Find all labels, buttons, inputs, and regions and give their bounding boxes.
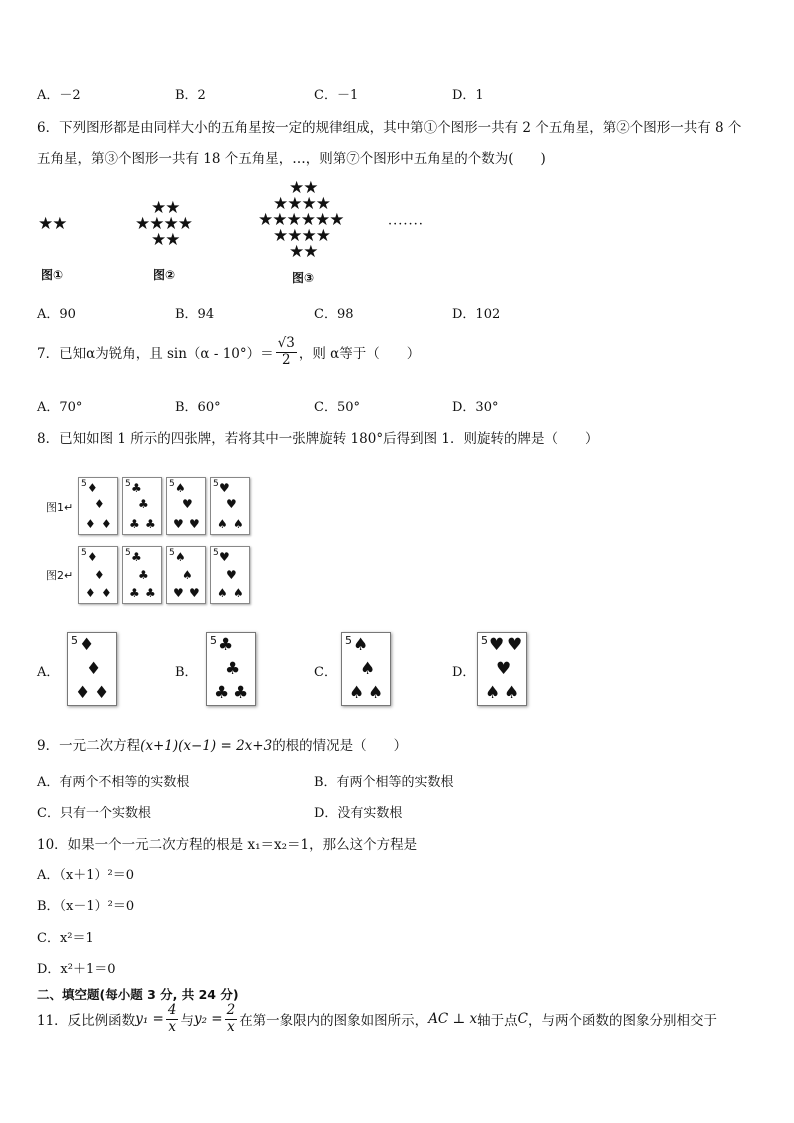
q7-numerator: √3 (277, 335, 295, 351)
card-rank: 5 (81, 548, 87, 558)
q11-fraction-2 (225, 1004, 238, 1034)
star-icon: ★ (303, 242, 318, 262)
q8-fig1-label: 图1↵ (46, 501, 74, 514)
fig1-star-row (38, 216, 67, 233)
card-rank: 5 (81, 479, 87, 489)
section-title: 二、填空题(每小题 3 分, 共 24 分) (37, 987, 239, 1002)
star-icon: ★ (315, 226, 330, 246)
heart-icon: ♥ (489, 635, 505, 655)
spade-icon: ♠ (349, 683, 365, 703)
fig1-card-spade (166, 477, 206, 535)
q11-numerator-1: 4 (167, 1002, 177, 1018)
star-icon: ★ (258, 210, 273, 230)
q5-option-a: A．－2 (37, 88, 81, 103)
heart-icon: ♥ (182, 497, 193, 511)
q11-denominator-1: x (168, 1018, 176, 1035)
spade-icon: ♠ (175, 481, 186, 495)
diamond-icon: ♦ (75, 683, 91, 703)
heart-icon: ♥ (507, 635, 523, 655)
star-icon: ★ (149, 214, 164, 234)
spade-icon: ♠ (504, 683, 520, 703)
q11-denominator-2: x (227, 1018, 235, 1035)
fig2-card-heart (210, 546, 250, 604)
diamond-icon: ♦ (101, 517, 112, 531)
heart-icon: ♥ (226, 568, 237, 582)
diamond-icon: ♦ (87, 550, 98, 564)
star-icon: ★ (303, 178, 318, 198)
heart-icon: ♥ (219, 481, 230, 495)
star-icon: ★ (272, 210, 287, 230)
q7-option-c: C．50° (314, 400, 360, 415)
q7-text-pre: 7．已知α为锐角，且 sin（α - 10°）＝ (37, 346, 274, 362)
club-icon: ♣ (218, 635, 234, 655)
star-icon: ★ (301, 194, 316, 214)
q11-fraction-1 (166, 1004, 179, 1034)
q5-option-b: B．2 (175, 88, 206, 103)
fig2-card-diamond (78, 546, 118, 604)
q6-question-line2: 五角星，第③个图形一共有 18 个五角星，…，则第⑦个图形中五角星的个数为( ) (37, 151, 546, 167)
q5-option-c: C．－1 (314, 88, 359, 103)
card-rank: 5 (345, 634, 352, 647)
q8-option-b: B． (175, 665, 198, 680)
card-rank: 5 (125, 548, 131, 558)
club-icon: ♣ (138, 568, 149, 582)
star-icon: ★ (300, 210, 315, 230)
star-icon: ★ (287, 194, 302, 214)
club-icon: ♣ (225, 659, 241, 679)
q7-text-post: ，则 α等于（ ） (298, 346, 421, 362)
star-icon: ★ (289, 178, 304, 198)
q11-text-post: 在第一象限内的图象如图所示， (239, 1013, 429, 1029)
star-icon: ★ (177, 214, 192, 234)
star-icon: ★ (289, 242, 304, 262)
q9-text-post: 的根的情况是（ ） (272, 738, 408, 754)
q6-option-c: C．98 (314, 307, 354, 322)
star-icon: ★ (165, 230, 180, 250)
club-icon: ♣ (131, 481, 142, 495)
star-icon: ★ (165, 198, 180, 218)
star-icon: ★ (163, 214, 178, 234)
fig2-star-row (151, 232, 180, 249)
spade-icon: ♠ (217, 586, 228, 600)
q8-option-d: D． (452, 665, 476, 680)
diamond-icon: ♦ (85, 586, 96, 600)
heart-icon: ♥ (226, 497, 237, 511)
fig2-card-spade (166, 546, 206, 604)
card-rank: 5 (213, 479, 219, 489)
card-rank: 5 (210, 634, 217, 647)
star-icon: ★ (273, 226, 288, 246)
heart-icon: ♥ (219, 550, 230, 564)
q11-text-pre: 11．反比例函数 (37, 1013, 136, 1029)
q8-question: 8．已知如图 1 所示的四张牌，若将其中一张牌旋转 180°后得到图 1．则旋转的牌是（ ） (37, 431, 599, 447)
spade-icon: ♠ (353, 635, 369, 655)
q10-option-c: C．x²＝1 (37, 931, 94, 946)
fig1-card-club (122, 477, 162, 535)
diamond-icon: ♦ (94, 568, 105, 582)
q9-question (37, 734, 407, 754)
spade-icon: ♠ (182, 568, 193, 582)
diamond-icon: ♦ (94, 497, 105, 511)
q11-text-mid: 与 (180, 1013, 194, 1029)
heart-icon: ♥ (189, 517, 200, 531)
card-rank: 5 (125, 479, 131, 489)
q7-option-d: D．30° (452, 400, 499, 415)
fig3-label: 图③ (292, 271, 315, 285)
q10-option-d: D．x²＋1＝0 (37, 962, 116, 977)
q9-equation: (x+1)(x−1) = 2x+3 (140, 738, 273, 754)
diamond-icon: ♦ (79, 635, 95, 655)
q5-option-d: D．1 (452, 88, 484, 103)
club-icon: ♣ (145, 586, 156, 600)
diamond-icon: ♦ (87, 481, 98, 495)
q6-question-line1: 6．下列图形都是由同样大小的五角星按一定的规律组成，其中第①个图形一共有 2 个五角星，第②个图形一共有 8 个 (37, 120, 742, 136)
spade-icon: ♠ (233, 517, 244, 531)
star-icon: ★ (287, 226, 302, 246)
star-icon: ★ (151, 198, 166, 218)
club-icon: ♣ (233, 683, 249, 703)
diamond-icon: ♦ (85, 517, 96, 531)
ellipsis-dots: ······· (388, 217, 424, 232)
fig1-label: 图① (41, 268, 64, 282)
spade-icon: ♠ (217, 517, 228, 531)
q9-option-b: B．有两个相等的实数根 (314, 775, 454, 790)
club-icon: ♣ (214, 683, 230, 703)
q7-question (37, 337, 420, 367)
q8-option-c: C． (314, 665, 337, 680)
star-icon: ★ (315, 194, 330, 214)
q7-denominator: 2 (281, 351, 291, 368)
q11-point-c: C (517, 1011, 529, 1027)
diamond-icon: ♦ (101, 586, 112, 600)
q11-y1: y₁ = (135, 1011, 164, 1027)
star-icon: ★ (135, 214, 150, 234)
club-icon: ♣ (131, 550, 142, 564)
q10-question: 10．如果一个一元二次方程的根是 x₁＝x₂＝1，那么这个方程是 (37, 837, 418, 853)
q11-text-post3: ，与两个函数的图象分别相交于 (528, 1013, 718, 1029)
heart-icon: ♥ (173, 517, 184, 531)
spade-icon: ♠ (368, 683, 384, 703)
club-icon: ♣ (138, 497, 149, 511)
spade-icon: ♠ (360, 659, 376, 679)
q6-option-d: D．102 (452, 307, 501, 322)
fig1-card-heart (210, 477, 250, 535)
star-icon: ★ (329, 210, 344, 230)
card-rank: 5 (169, 548, 175, 558)
card-rank: 5 (169, 479, 175, 489)
q7-option-b: B．60° (175, 400, 221, 415)
q10-option-a: A．（x＋1）²＝0 (37, 868, 134, 883)
heart-icon: ♥ (189, 586, 200, 600)
q7-option-a: A．70° (37, 400, 83, 415)
q8-option-c-card (341, 632, 391, 706)
star-icon: ★ (301, 226, 316, 246)
q8-option-b-card (206, 632, 256, 706)
spade-icon: ♠ (175, 550, 186, 564)
star-icon: ★ (273, 194, 288, 214)
star-icon: ★ (286, 210, 301, 230)
star-icon: ★ (38, 214, 53, 234)
q10-option-b: B．（x－1）²＝0 (37, 899, 135, 914)
star-icon: ★ (52, 214, 67, 234)
heart-icon: ♥ (496, 659, 512, 679)
fig3-star-row (289, 244, 318, 261)
q11-question (37, 1004, 717, 1034)
spade-icon: ♠ (485, 683, 501, 703)
fig2-label: 图② (153, 268, 176, 282)
star-icon: ★ (315, 210, 330, 230)
q9-option-a: A．有两个不相等的实数根 (37, 775, 190, 790)
q11-y2: y₂ = (193, 1011, 223, 1027)
star-icon: ★ (151, 230, 166, 250)
q8-option-a-card (67, 632, 117, 706)
fig2-card-club (122, 546, 162, 604)
q6-option-a: A．90 (37, 307, 76, 322)
q8-option-a: A． (37, 665, 60, 680)
q11-text-post2: 轴于点 (477, 1013, 518, 1029)
card-rank: 5 (213, 548, 219, 558)
club-icon: ♣ (129, 517, 140, 531)
club-icon: ♣ (145, 517, 156, 531)
q8-option-d-card (477, 632, 527, 706)
q9-option-c: C．只有一个实数根 (37, 806, 151, 821)
diamond-icon: ♦ (94, 683, 110, 703)
q9-option-d: D．没有实数根 (314, 806, 403, 821)
q9-text-pre: 9．一元二次方程 (37, 738, 141, 754)
q11-ac-perp-x: AC ⊥ x (428, 1011, 478, 1027)
spade-icon: ♠ (233, 586, 244, 600)
club-icon: ♣ (129, 586, 140, 600)
diamond-icon: ♦ (86, 659, 102, 679)
heart-icon: ♥ (173, 586, 184, 600)
q7-fraction (276, 337, 297, 367)
fig1-card-diamond (78, 477, 118, 535)
card-rank: 5 (71, 634, 78, 647)
q6-option-b: B．94 (175, 307, 215, 322)
card-rank: 5 (481, 634, 488, 647)
q11-numerator-2: 2 (226, 1002, 236, 1018)
q8-fig2-label: 图2↵ (46, 569, 74, 582)
